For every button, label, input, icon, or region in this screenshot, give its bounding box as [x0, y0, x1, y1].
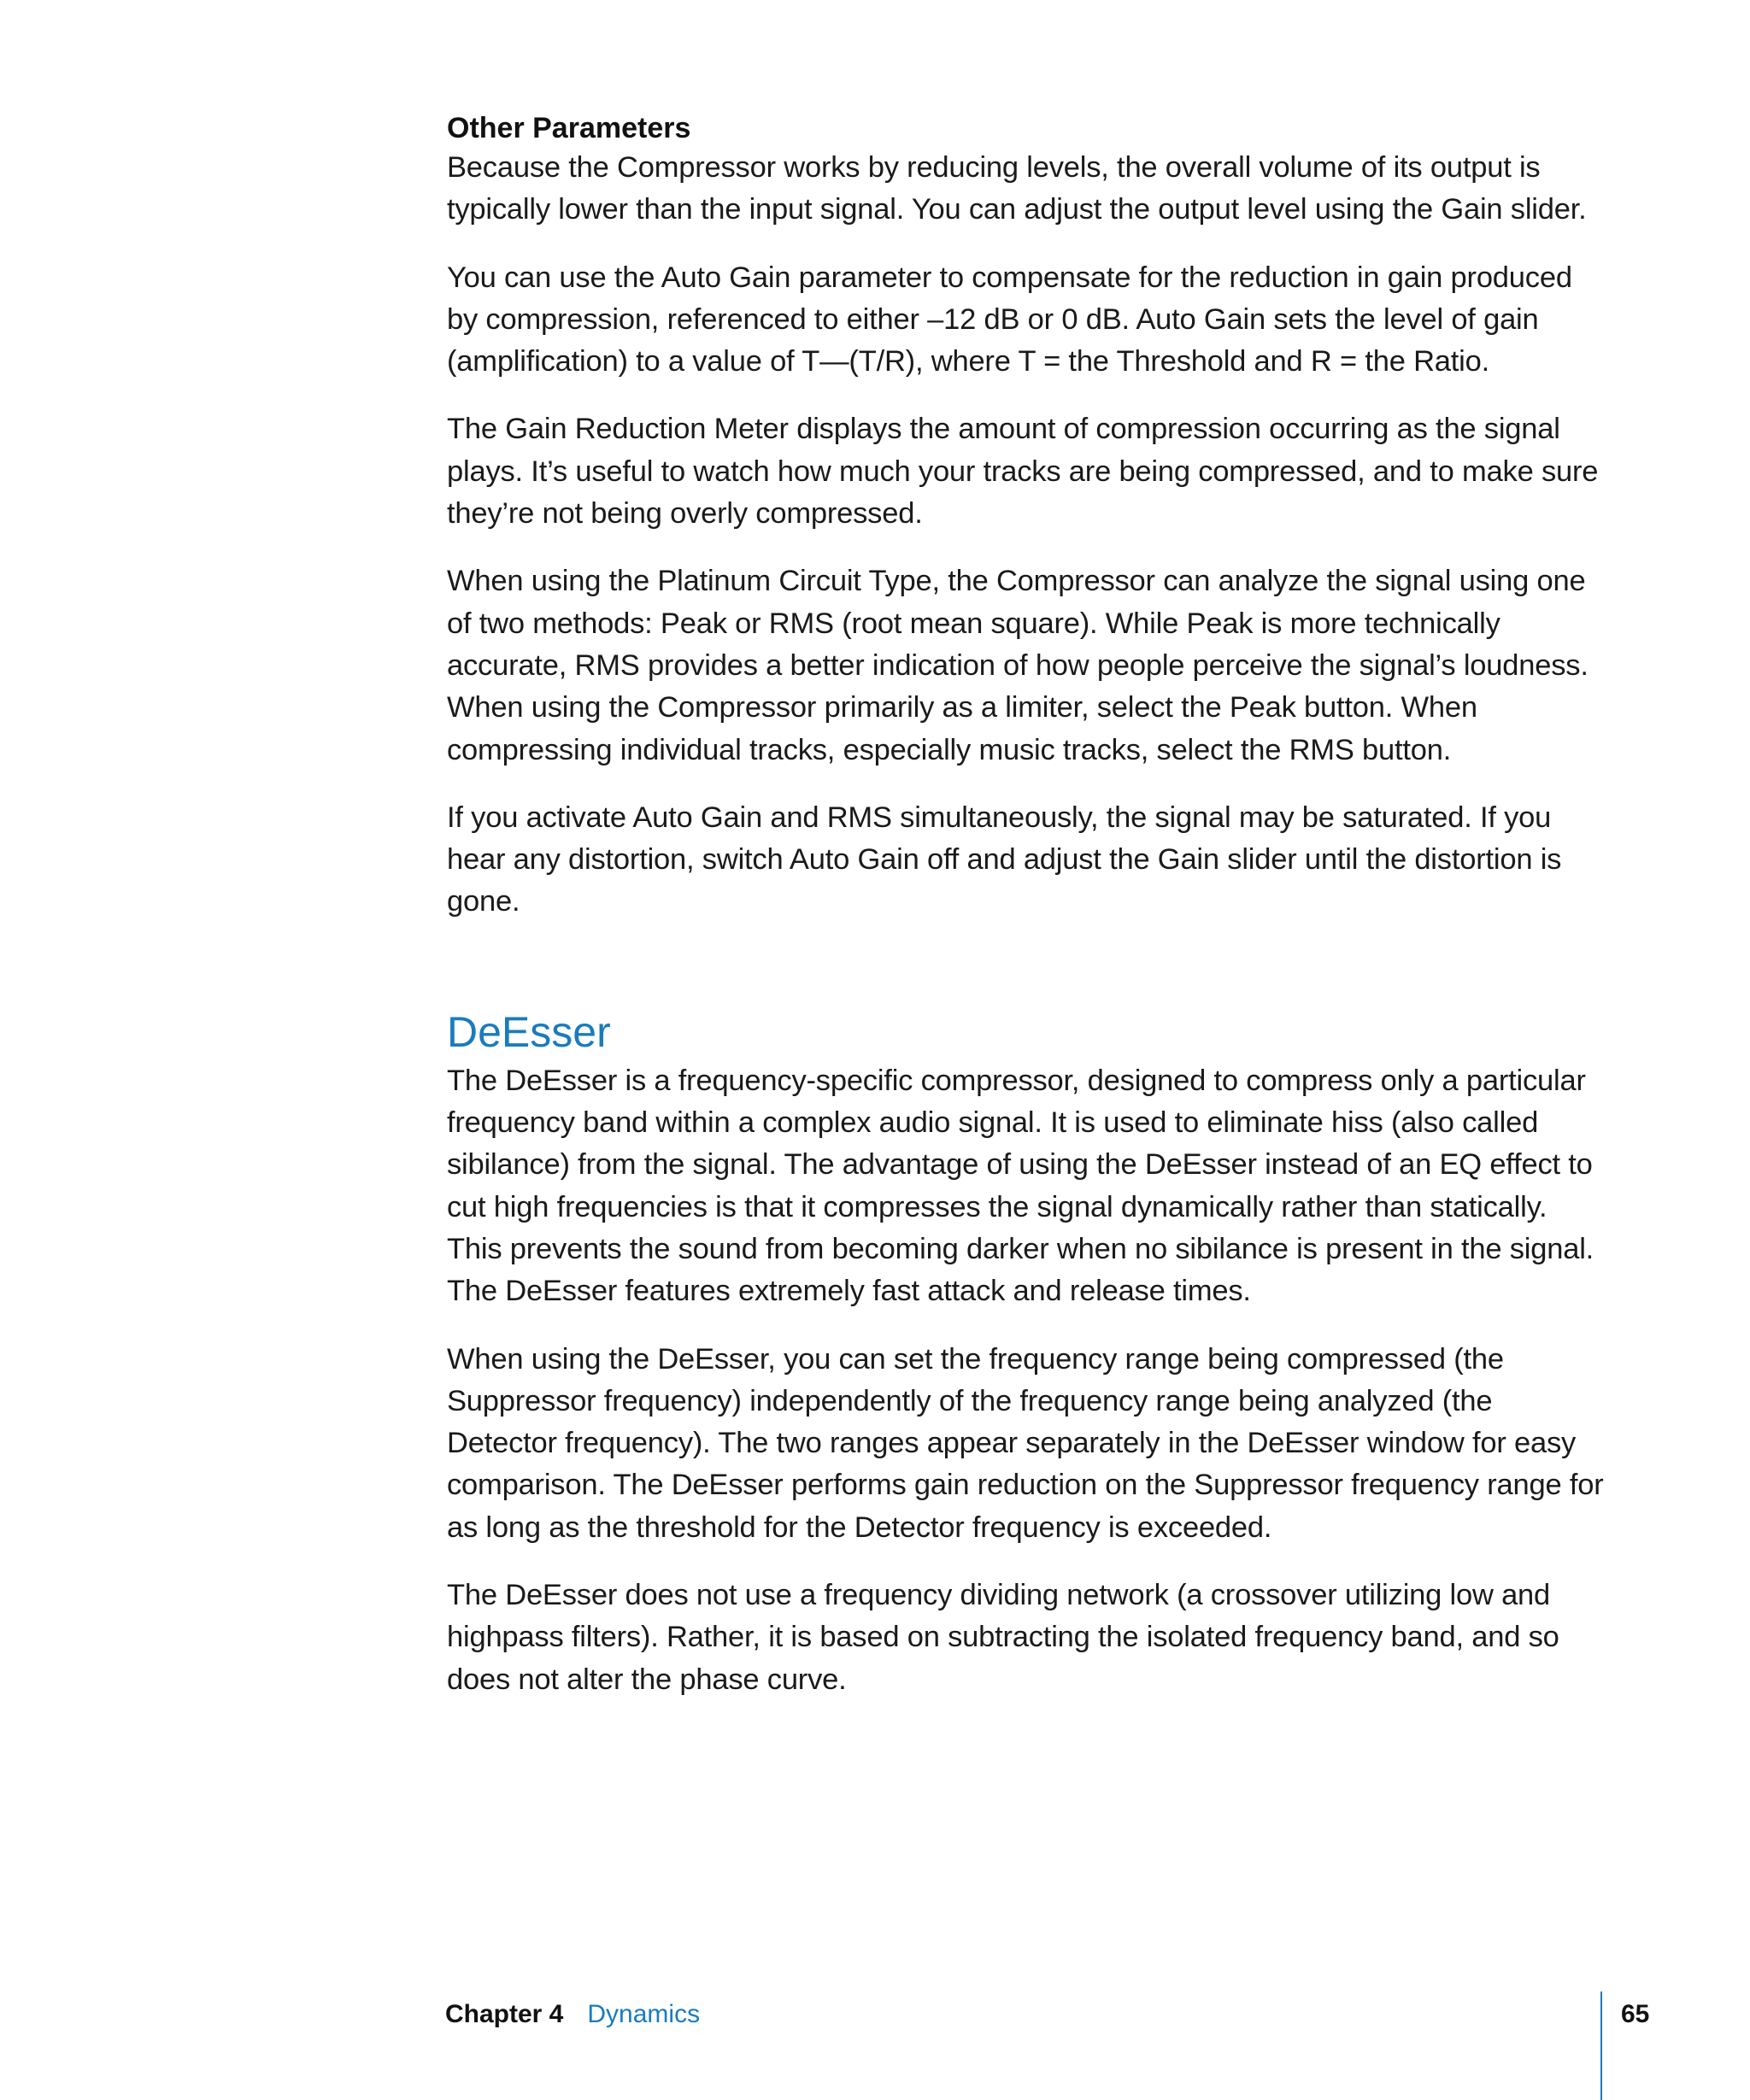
- footer-chapter: [445, 1997, 700, 2032]
- paragraph: You can use the Auto Gain parameter to compensate for the reduction in gain produced by compression, referenced to either –12 dB or 0 dB. Auto Gain sets the level of gain (amplification) to a value of T—(T/R), where T = the Threshold and R = the Ratio.: [447, 261, 1572, 378]
- footer-divider: [1600, 1991, 1602, 2100]
- subsection-heading: Other Parameters: [447, 112, 691, 144]
- chapter-name-link[interactable]: Dynamics: [587, 2000, 701, 2028]
- paragraph: If you activate Auto Gain and RMS simultaneously, the signal may be saturated. If you hear any distortion, switch Auto Gain off and adjust the Gain slider until the distortion is gone.: [447, 801, 1562, 918]
- page-number: 65: [1621, 2000, 1650, 2028]
- paragraph: The Gain Reduction Meter displays the amount of compression occurring as the signal plays. It’s useful to watch how much your tracks are being compressed, and to make sure they’re not being overly compressed.: [447, 413, 1599, 531]
- chapter-label: Chapter 4: [445, 2000, 564, 2028]
- paragraph: The DeEsser is a frequency-specific compressor, designed to compress only a particular frequency band within a complex audio signal. It is used to eliminate hiss (also called sibilance) from the signal. The advantage of using the DeEsser instead of an EQ effect to cut high frequencies is that it compresses the signal dynamically rather than statically. This prevents the sound from becoming darker when no sibilance is present in the signal. The DeEsser features extremely fast attack and release times.: [447, 1064, 1594, 1308]
- section-title: DeEsser: [447, 1007, 611, 1056]
- paragraph: The DeEsser does not use a frequency dividing network (a crossover utilizing low and highpass filters). Rather, it is based on subtracting the isolated frequency band, and so does not alter the phase curve.: [447, 1579, 1559, 1696]
- page-content: [447, 109, 1605, 1727]
- paragraph: Because the Compressor works by reducing levels, the overall volume of its output is typically lower than the input signal. You can adjust the output level using the Gain slider.: [447, 151, 1587, 226]
- paragraph: When using the Platinum Circuit Type, the Compressor can analyze the signal using one of two methods: Peak or RMS (root mean square). While Peak is more technically accurate, RMS provides a better indication of how people perceive the signal’s loudness. When using the Compressor primarily as a limiter, select the Peak button. When compressing individual tracks, especially music tracks, select the RMS button.: [447, 565, 1589, 766]
- paragraph: When using the DeEsser, you can set the frequency range being compressed (the Suppressor frequency) independently of the frequency range being analyzed (the Detector frequency). The two ranges appear separately in the DeEsser window for easy comparison. The DeEsser performs gain reduction on the Suppressor frequency range for as long as the threshold for the Detector frequency is exceeded.: [447, 1342, 1604, 1544]
